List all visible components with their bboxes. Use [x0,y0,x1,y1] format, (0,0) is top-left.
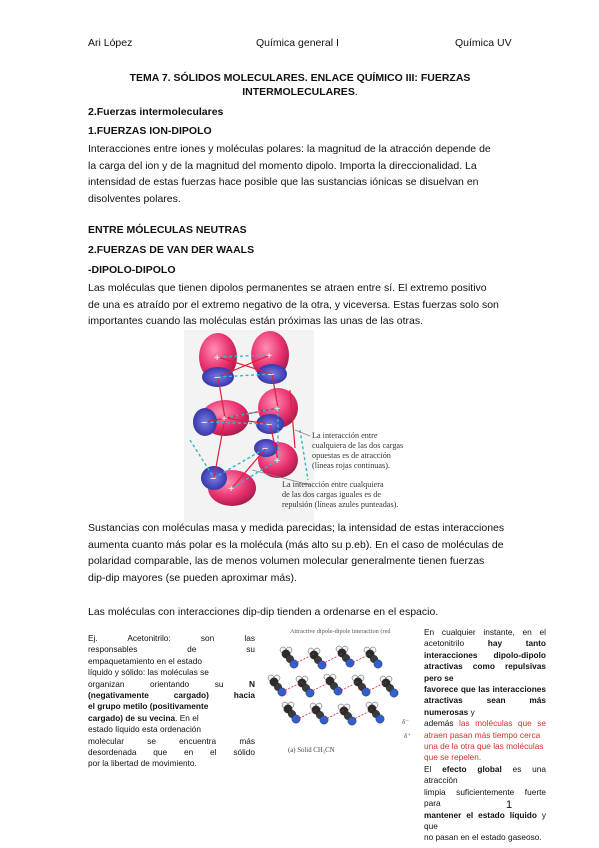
heading-van-der-waals: 2.FUERZAS DE VAN DER WAALS [88,244,255,256]
acetonitrile-molecules [268,646,398,725]
title-line-1: TEMA 7. SÓLIDOS MOLECULARES. ENLACE QUÍMICO III: FUERZAS [129,72,471,84]
acetonitrile-molecule [364,647,382,668]
acetonitrile-molecule [336,646,354,667]
acetonitrilo-explanation: Ej. Acetonitrilo: son las responsables de su empaquetamiento en el estado líquido y sólido: las moléculas se organizan orientando su N (negativamente cargado) hacia el grupo metilo (positivamente cargado) de su vecina. En el estado líquido esta ordenación molecular se encuentra más desordenada que en el sólido por la libertad de movimiento. [88,633,255,769]
heading-ion-dipolo: 1.FUERZAS ION-DIPOLO [88,125,212,137]
header-author: Ari López [88,37,133,49]
svg-text:La interacción entre: La interacción entre [312,431,378,440]
heading-moleculas-neutras: ENTRE MÓLECULAS NEUTRAS [88,224,247,236]
svg-text:−: − [201,417,208,429]
figure2-top-caption: Attractive dipole-dipole interaction (red [290,628,391,635]
delta-plus-label: δ⁺ [404,732,411,740]
paragraph-ion-dipolo: Interacciones entre iones y moléculas polares: la magnitud de la atracción depende de la carga del ion y de la magnitud del momento dipolo. Importa la direccionalidad. La intensidad de estas fuerzas hace posible que las sustancias iónicas se disuelvan en disolventes polares. [88,143,491,205]
svg-text:de las dos cargas iguales es d: de las dos cargas iguales es de [282,490,381,499]
svg-text:−: − [268,369,275,381]
paragraph-sustancias: Sustancias con moléculas masa y medida parecidas; la intensidad de estas interacciones aumenta cuanto más polar es la molécula (más alto su p.eb). En el caso de moléculas de polaridad comparable, las de menos volumen molecular generalmente tienen fuerzas dip-dip mayores (se pueden aproximar más). [88,522,505,584]
acetonitrile-molecule [280,647,298,668]
title-line-2: INTERMOLECULARES. [242,86,358,98]
acetonitrile-molecule [310,703,328,724]
paragraph-dipolo-dipolo: Las moléculas que tienen dipolos permanentes se atraen entre sí. El extremo positivo de una es atraído por el extremo negativo de la otra, y viceversa. Estas fuerzas solo son importantes cuando las moléculas están próximas las unas de las otras. [88,282,499,327]
svg-text:+: + [274,403,281,415]
acetonitrile-molecule [380,676,398,697]
svg-text:opuestas es de atracción: opuestas es de atracción [312,451,391,460]
svg-text:−: − [214,372,221,384]
acetonitrile-solid-figure [264,624,420,756]
svg-text:−: − [266,419,273,431]
svg-text:(líneas rojas continuas).: (líneas rojas continuas). [312,461,390,470]
svg-text:+: + [221,413,228,425]
heading-dipolo-dipolo: -DIPOLO-DIPOLO [88,264,176,276]
acetonitrile-molecule [324,674,342,695]
svg-text:−: − [262,443,269,455]
svg-text:cualquiera de las dos cargas: cualquiera de las dos cargas [312,441,404,450]
svg-text:repulsión (líneas azules punte: repulsión (líneas azules punteadas). [282,500,399,509]
acetonitrile-molecule [282,702,300,723]
svg-text:+: + [228,483,235,495]
attraction-label [312,431,403,470]
acetonitrile-molecule [352,675,370,696]
acetonitrile-molecule [268,675,286,696]
delta-minus-label: δ⁻ [402,718,409,726]
svg-text:−: − [210,473,217,485]
page-number: 1 [506,799,513,811]
acetonitrile-molecule [296,676,314,697]
acetonitrile-molecule [338,704,356,725]
header-university: Química UV [455,37,512,49]
document-title [95,71,505,99]
figure2-bottom-caption: (a) Solid CH₃CN [288,747,335,754]
svg-text:+: + [274,455,281,467]
acetonitrile-molecule [366,702,384,723]
header-course: Química general I [256,37,339,49]
heading-fuerzas-intermoleculares: 2.Fuerzas intermoleculares [88,106,224,118]
repulsion-label [282,480,398,509]
svg-text:+: + [214,352,221,364]
svg-text:+: + [266,350,273,362]
acetonitrile-molecule [308,648,326,669]
acetonitrilo-interactions-note: En cualquier instante, en el acetonitrilo hay tanto interacciones dipolo-dipolo atractivas como repulsivas pero se favorece que las interacciones atractivas sean más numerosas y además las moléculas que se atraen pasan más tiempo cerca una de la otra que las moléculas que se repelen. El efecto global es una atracción limpia suficientemente fuerte para mantener el estado líquido y que no pasan en el estado gaseoso. [424,627,547,843]
dipole-interaction-figure [170,330,530,525]
paragraph-ordenarse: Las moléculas con interacciones dip-dip tienden a ordenarse en el espacio. [88,606,439,618]
svg-text:La interacción entre cualquier: La interacción entre cualquiera [282,480,384,489]
